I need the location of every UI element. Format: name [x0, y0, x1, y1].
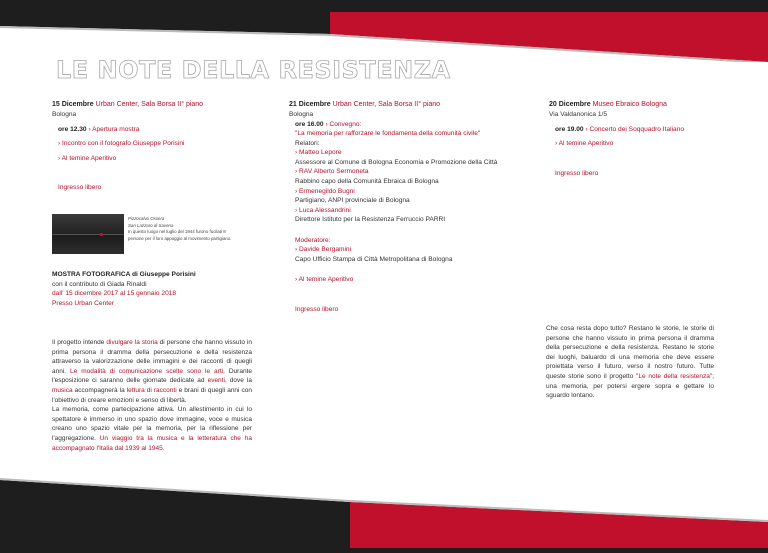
highlight-text: eventi [207, 377, 225, 385]
photo-caption [128, 216, 232, 242]
highlight-text: Le modalità di comunicazione scelte sono le arti [70, 367, 224, 375]
event-date: 15 Dicembre [52, 101, 94, 108]
body-text: . Durante l'esposizione ci saranno delle giornate dedicate ad [52, 367, 252, 385]
caption-text: In questo luogo nel luglio del 1944 furono fucilati 8 persone per il loro appoggio al movimento partigiano. [128, 229, 232, 241]
event-date: 20 Dicembre [549, 101, 591, 108]
closing-text: Che cosa resta dopo tutto? Restano le storie, le storie di persone che hanno vissuto in prima persona il dramma della persecuzione e della resistenza. Restano le storie dei luoghi, baluardo di una memoria che deve essere proiettata verso il futuro, verso il nostro futuro. Tutte queste storie sono il progetto [546, 325, 714, 381]
event-item: › Al temine Aperitivo [58, 154, 117, 162]
top-band-red [330, 12, 768, 62]
top-decorative-band [0, 0, 768, 62]
highlight-text: divulgare la storia [106, 339, 158, 346]
speaker-role: Rabbino capo della Comunità Ebraica di Bologna [295, 177, 439, 185]
top-band-dark [0, 0, 768, 12]
speaker-name: › Matteo Lepore [295, 149, 342, 157]
bottom-band-strip [0, 548, 768, 553]
entry-info: Ingresso libero [58, 184, 102, 192]
highlight-text: musica [52, 387, 73, 395]
speaker-name: › Ermenegildo Bugni [295, 187, 355, 195]
exhibit-title: MOSTRA FOTOGRAFICA di Giuseppe Porisini [52, 271, 196, 278]
speaker-role: Partigiano, ANPI provinciale di Bologna [295, 197, 410, 205]
event-venue: Urban Center, Sala Borsa II° piano [95, 101, 204, 108]
page-title: LE NOTE DELLA RESISTENZA [56, 56, 451, 84]
caption-title: Pizzocalvo Ossera [128, 216, 165, 221]
event-address: Via Valdanonica 1/5 [549, 111, 608, 119]
bottom-decorative-band [0, 478, 768, 553]
body-text: Il progetto intende [52, 339, 107, 346]
aperitivo-item: › Al temine Aperitivo [555, 140, 614, 148]
exhibit-photo [52, 214, 124, 254]
event-item: › Incontro con il fotografo Giuseppe Porisini [58, 140, 185, 148]
event-time-line [289, 120, 501, 130]
exhibit-subtitle: con il contributo di Giada Rinaldi [52, 280, 147, 288]
event-header [289, 100, 501, 110]
speaker-name: › Luca Alessandrini [295, 206, 351, 214]
entry-info: Ingresso libero [295, 305, 339, 313]
aperitivo-item: › Al temine Aperitivo [295, 276, 354, 284]
highlight-text: Un viaggio tra la musica e la letteratura che ha accompagnato l'Italia dal 1939 al 1945. [52, 435, 252, 452]
highlight-text: lettura di racconti [126, 387, 177, 395]
event-time: ore 16.00 [295, 120, 324, 128]
moderator-label: Moderatore: [295, 236, 331, 244]
event-city: Bologna [289, 111, 314, 119]
convegno-title: "La memoria per rafforzare le fondamenta della comunità civile" [295, 130, 481, 138]
caption-subtitle: San Lazzaro di Savena [128, 222, 174, 228]
event-column-21-dec [289, 100, 501, 314]
event-date: 21 Dicembre [289, 101, 331, 108]
event-column-15-dec [52, 100, 252, 193]
event-city: Bologna [52, 111, 77, 119]
event-item: › Convegno: [325, 120, 362, 128]
exhibit-dates: dall' 15 dicembre 2017 al 15 gennaio 2018 [52, 290, 177, 298]
event-column-20-dec [549, 100, 719, 178]
closing-project-name: "Le note della resistenza" [636, 373, 713, 381]
body-text: e brani di quegli anni con l'obiettivo di creare emozioni e senso di libertà. [52, 387, 252, 404]
closing-description [546, 324, 714, 401]
event-time-line [549, 125, 719, 135]
bottom-band-red [350, 502, 768, 553]
event-header [549, 100, 719, 110]
closing-text-end: ; una memoria, per potersi ergere sopra e gettare lo sguardo lontano. [546, 373, 714, 400]
body-text: accompagnerà la [72, 387, 127, 395]
project-paragraph [52, 338, 252, 453]
project-description [52, 338, 252, 453]
event-time: ore 12.30 [58, 125, 87, 133]
event-time: ore 19.00 [555, 125, 584, 133]
relatori-label: Relatori: [295, 139, 320, 147]
entry-info: Ingresso libero [555, 169, 599, 177]
event-item: › Apertura mostra [88, 125, 140, 133]
moderator-name: › Davide Bergamini [295, 246, 352, 254]
exhibit-photo-block [52, 214, 232, 262]
body-text: , dove la [224, 377, 252, 385]
event-item: › Concerto dei Soqquadro Italiano [585, 125, 685, 133]
moderator-role: Capo Ufficio Stampa di Città Metropolitana di Bologna [295, 255, 453, 263]
exhibit-info [52, 270, 252, 308]
event-time-line [52, 125, 252, 135]
speaker-name: › RAV Alberto Sermoneta [295, 168, 369, 176]
speaker-role: Direttore Istituto per la Resistenza Ferruccio PARRI [295, 216, 446, 224]
event-venue: Museo Ebraico Bologna [592, 101, 667, 108]
speaker-role: Assessore al Comune di Bologna Economia e Promozione della Città [295, 158, 498, 166]
body-text: La memoria, come partecipazione attiva. Un allestimento in cui lo spettatore è immerso in uno spazio dove immagine, voce e musica creano uno spazio vitale per la memoria, per la riflessione per l'aggregazione. [52, 406, 252, 443]
event-venue: Urban Center, Sala Borsa II° piano [332, 101, 441, 108]
body-text: di persone che hanno vissuto in prima persona il dramma della persecuzione e della resistenza attraverso la valorizzazione delle immagini e dei racconti di quegli anni. [52, 339, 252, 375]
closing-paragraph [546, 324, 714, 401]
exhibit-place: Presso Urban Center [52, 299, 114, 307]
event-header [52, 100, 252, 110]
